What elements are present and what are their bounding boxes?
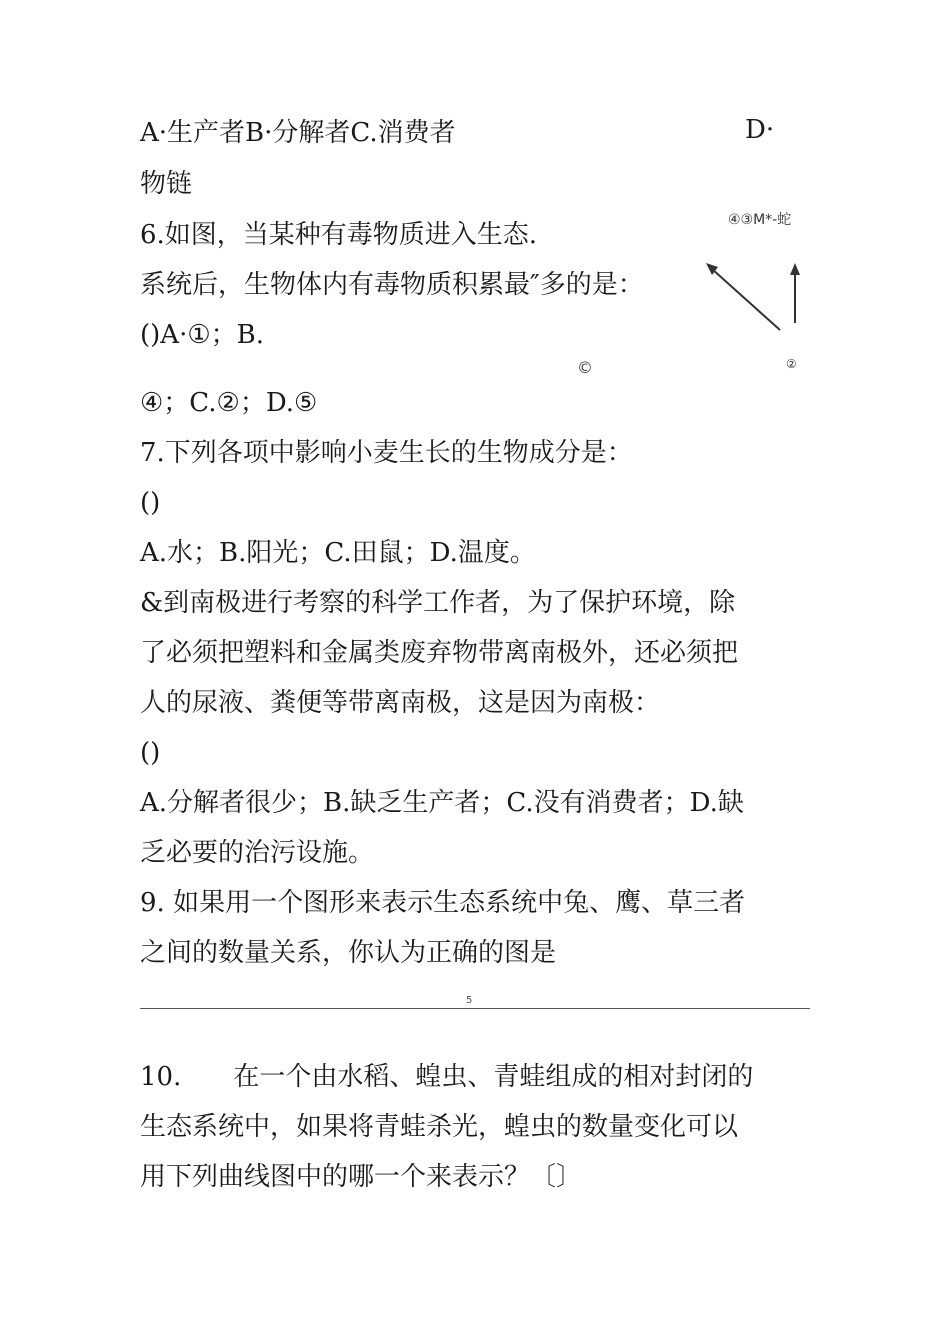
- question-7-options: A.水；B.阳光；C.田鼠；D.温度。: [140, 538, 536, 568]
- question-9-line-1: 9. 如果用一个图形来表示生态系统中兔、鹰、草三者: [140, 888, 746, 918]
- question-5-option-d-text: 物链: [140, 169, 193, 199]
- question-10-line-3: 用下列曲线图中的哪一个来表示？〔〕: [140, 1162, 583, 1192]
- page-divider: [140, 1008, 810, 1009]
- diagonal-arrow-line: [712, 269, 780, 330]
- question-8-line-4: (): [140, 738, 161, 768]
- question-5-options: A·生产者B·分解者C.消费者: [140, 118, 456, 148]
- question-8-line-3: 人的尿液、粪便等带离南极，这是因为南极：: [140, 688, 661, 718]
- question-7-line-2: (): [140, 488, 161, 518]
- question-10-line-2: 生态系统中，如果将青蛙杀光，蝗虫的数量变化可以: [140, 1112, 739, 1142]
- vertical-arrow-head: [790, 263, 800, 275]
- food-chain-figure: [700, 205, 815, 375]
- copyright-mark: ©: [577, 358, 593, 377]
- question-8-options-1: A.分解者很少；B.缺乏生产者；C.没有消费者；D.缺: [140, 788, 744, 818]
- question-8-options-2: 乏必要的治污设施。: [140, 838, 375, 868]
- page-number: 5: [466, 995, 473, 1006]
- question-9-line-2: 之间的数量关系，你认为正确的图是: [140, 938, 557, 968]
- question-10-line-1: 10. 在一个由水稻、蝗虫、青蛙组成的相对封闭的: [140, 1062, 754, 1092]
- question-7-line-1: 7.下列各项中影响小麦生长的生物成分是：: [140, 438, 633, 468]
- question-5-option-d: D·: [745, 115, 775, 145]
- question-6-line-2: 系统后，生物体内有毒物质积累最″多的是：: [140, 270, 644, 300]
- figure-top-label: ④③M*-蛇: [728, 212, 792, 228]
- food-chain-arrows: [700, 205, 815, 375]
- question-8-line-1: &到南极进行考察的科学工作者，为了保护环境，除: [140, 588, 736, 618]
- question-6-line-1: 6.如图，当某种有毒物质进入生态.: [140, 220, 538, 250]
- figure-bottom-label: ②: [786, 357, 797, 371]
- question-6-line-3: ()A·①；B.: [140, 320, 265, 350]
- question-6-line-4: ④；C.②；D.⑤: [140, 388, 318, 418]
- question-8-line-2: 了必须把塑料和金属类废弃物带离南极外，还必须把: [140, 638, 739, 668]
